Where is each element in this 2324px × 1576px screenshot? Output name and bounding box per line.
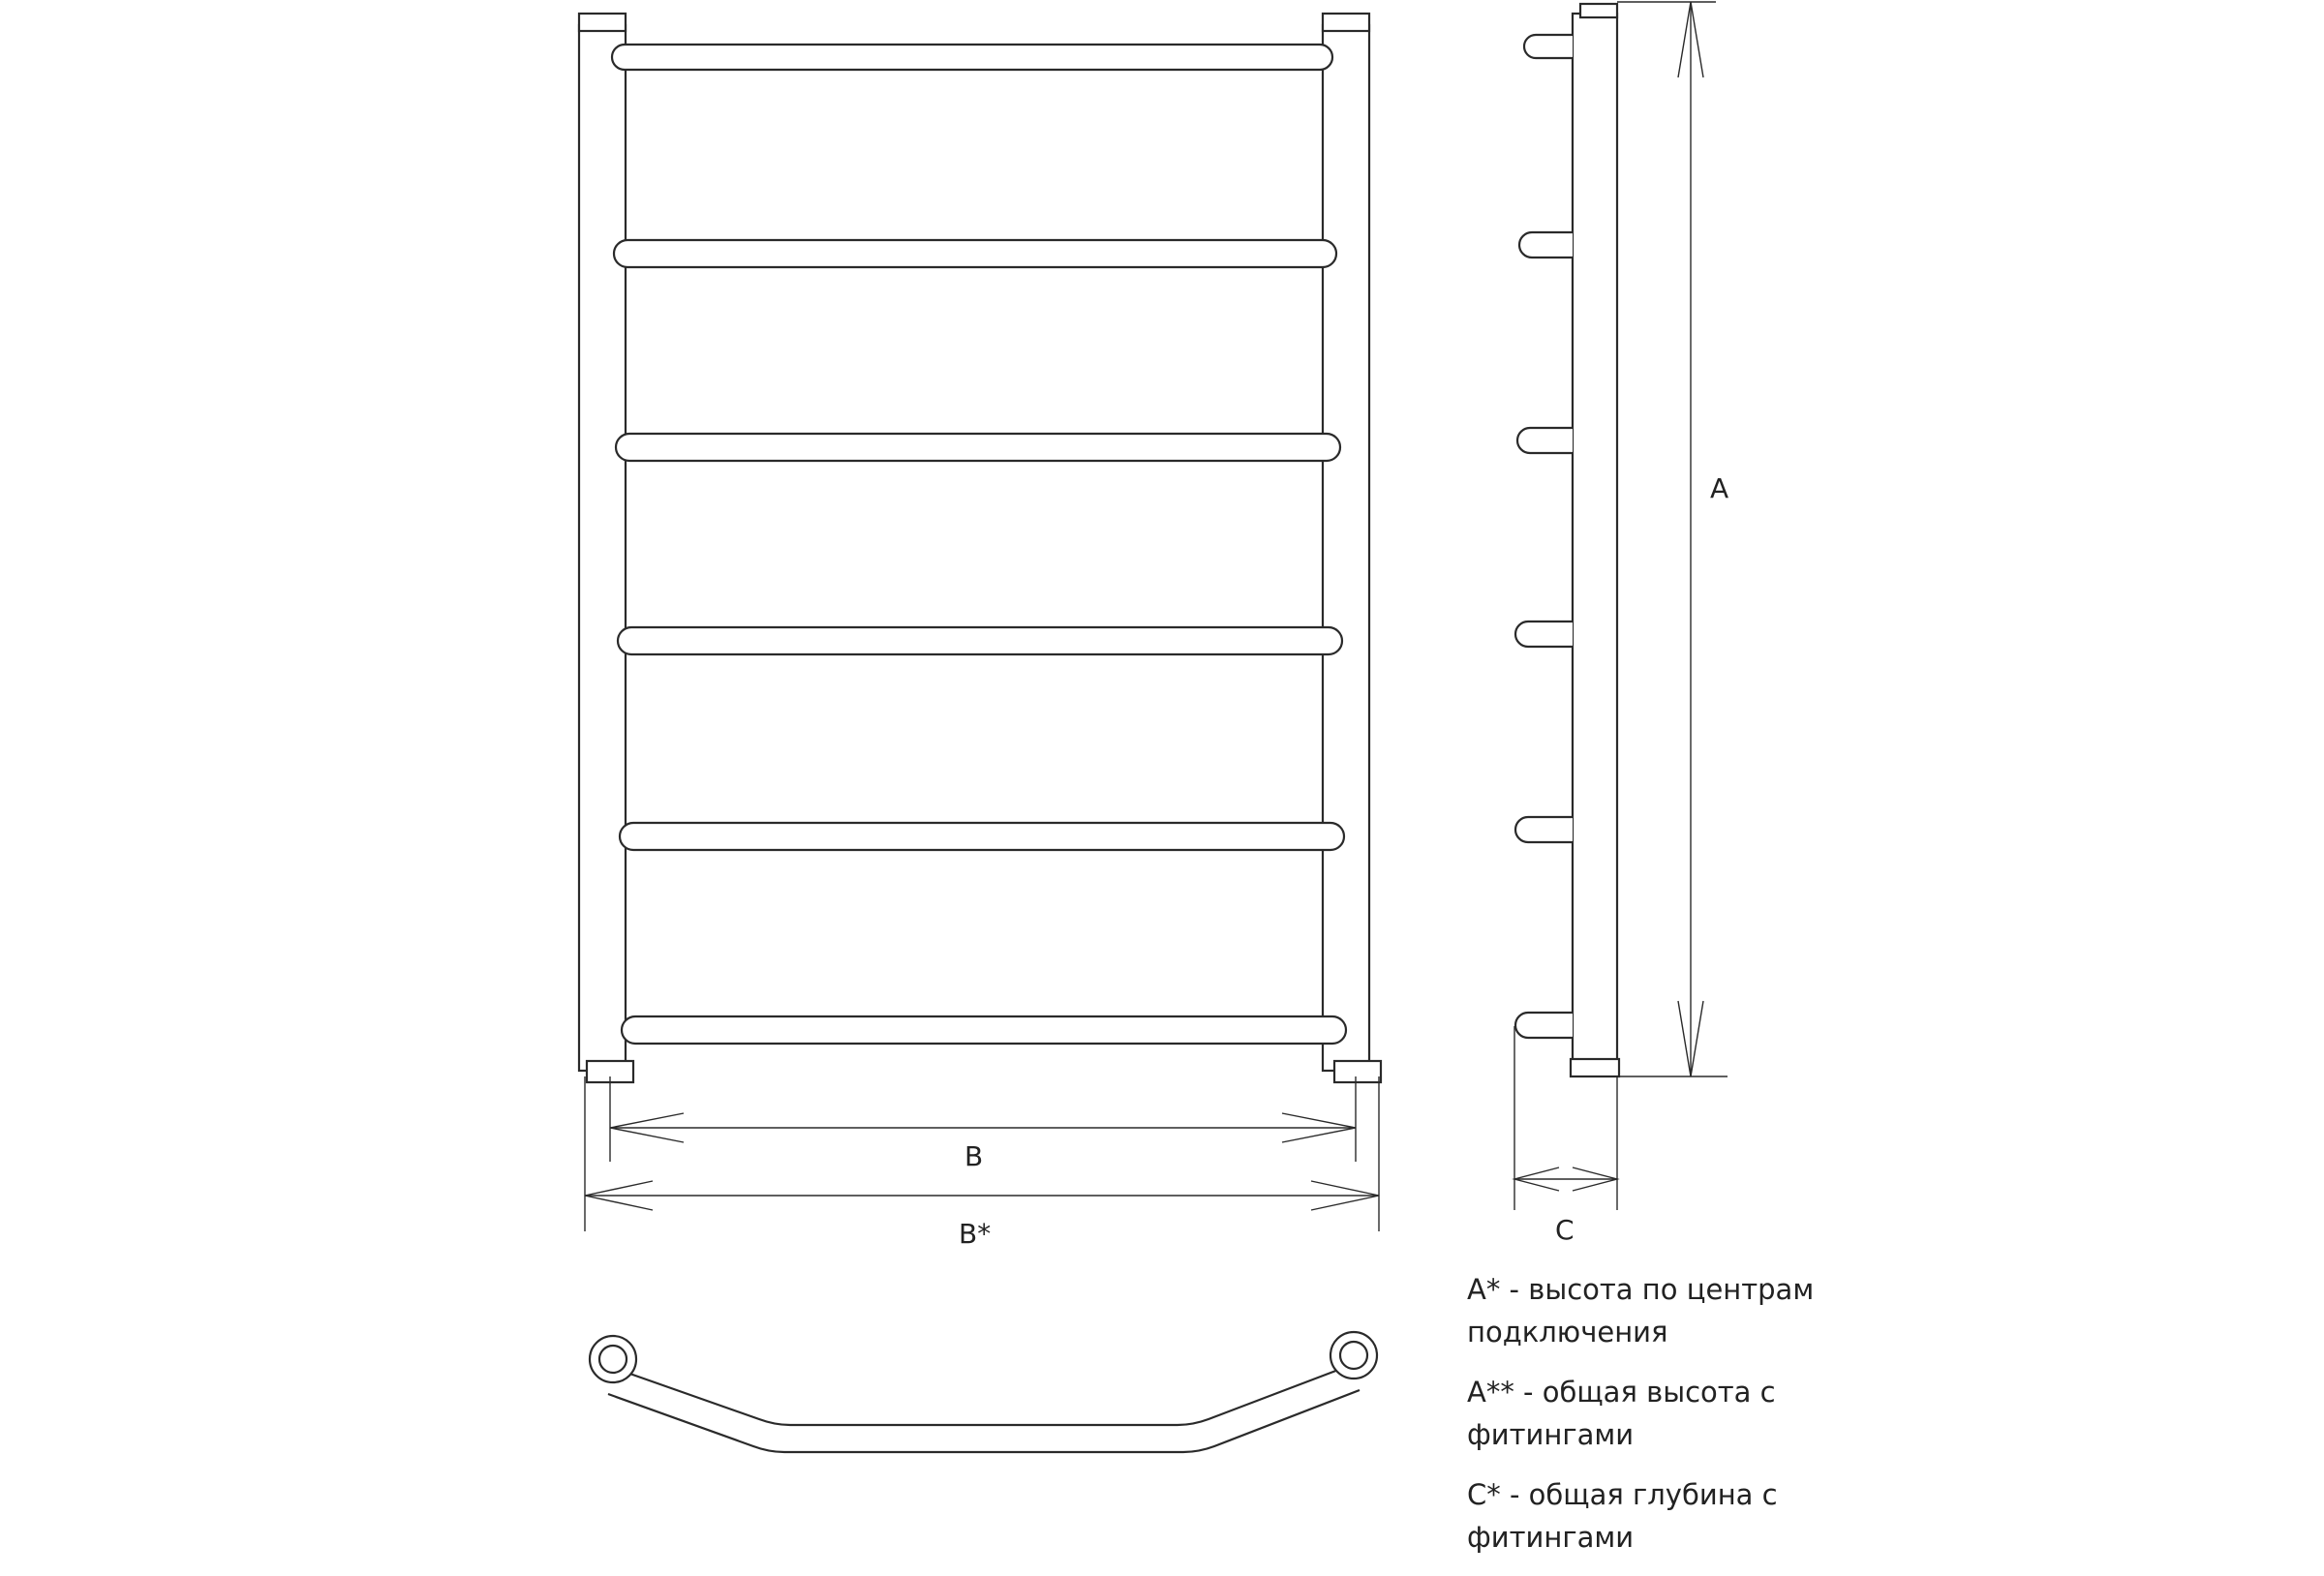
note-c-star-line-2: фитингами	[1467, 1521, 1635, 1554]
rung-5	[620, 823, 1344, 850]
note-c-star-line-1: C* - общая глубина с	[1467, 1478, 1778, 1511]
dimension-b-label: B	[964, 1140, 984, 1172]
dimension-b	[610, 1076, 1356, 1172]
side-rung-6	[1515, 1013, 1573, 1038]
dimension-a-label: A	[1710, 472, 1729, 504]
rung-1	[612, 45, 1332, 70]
top-view-rail-outer	[622, 1367, 1346, 1425]
note-a-star-line-1: A* - высота по центрам	[1467, 1273, 1815, 1306]
side-rung-3	[1517, 428, 1573, 453]
rung-6	[622, 1016, 1346, 1044]
note-a-double-star-line-2: фитингами	[1467, 1418, 1635, 1451]
side-rung-2	[1519, 232, 1573, 258]
top-view-rail-inner	[608, 1390, 1360, 1452]
dimension-notes	[1467, 1268, 1874, 1576]
left-post	[579, 25, 626, 1071]
note-a-star-line-2: подключения	[1467, 1316, 1668, 1349]
rung-4	[618, 627, 1342, 654]
side-bottom-fitting	[1571, 1059, 1619, 1076]
right-bottom-fitting	[1334, 1061, 1381, 1082]
rung-2	[614, 240, 1336, 267]
front-view	[579, 14, 1381, 1082]
rung-3	[616, 434, 1340, 461]
dimension-a	[1617, 2, 1728, 1076]
side-post	[1573, 14, 1617, 1075]
right-top-cap	[1323, 14, 1369, 31]
note-a-star	[1467, 1268, 1874, 1353]
note-a-double-star	[1467, 1371, 1874, 1456]
left-top-cap	[579, 14, 626, 31]
side-top-cap	[1580, 4, 1617, 17]
dimension-c-label: C	[1555, 1214, 1575, 1246]
note-a-double-star-line-1: A** - общая высота с	[1467, 1376, 1776, 1409]
right-post	[1323, 25, 1369, 1071]
side-rung-4	[1515, 621, 1573, 647]
side-view	[1515, 4, 1619, 1076]
side-rung-1	[1524, 35, 1573, 58]
note-c-star	[1467, 1473, 1874, 1559]
side-rung-5	[1515, 817, 1573, 842]
dimension-b-star-label: B*	[959, 1218, 992, 1250]
top-view	[590, 1332, 1377, 1452]
